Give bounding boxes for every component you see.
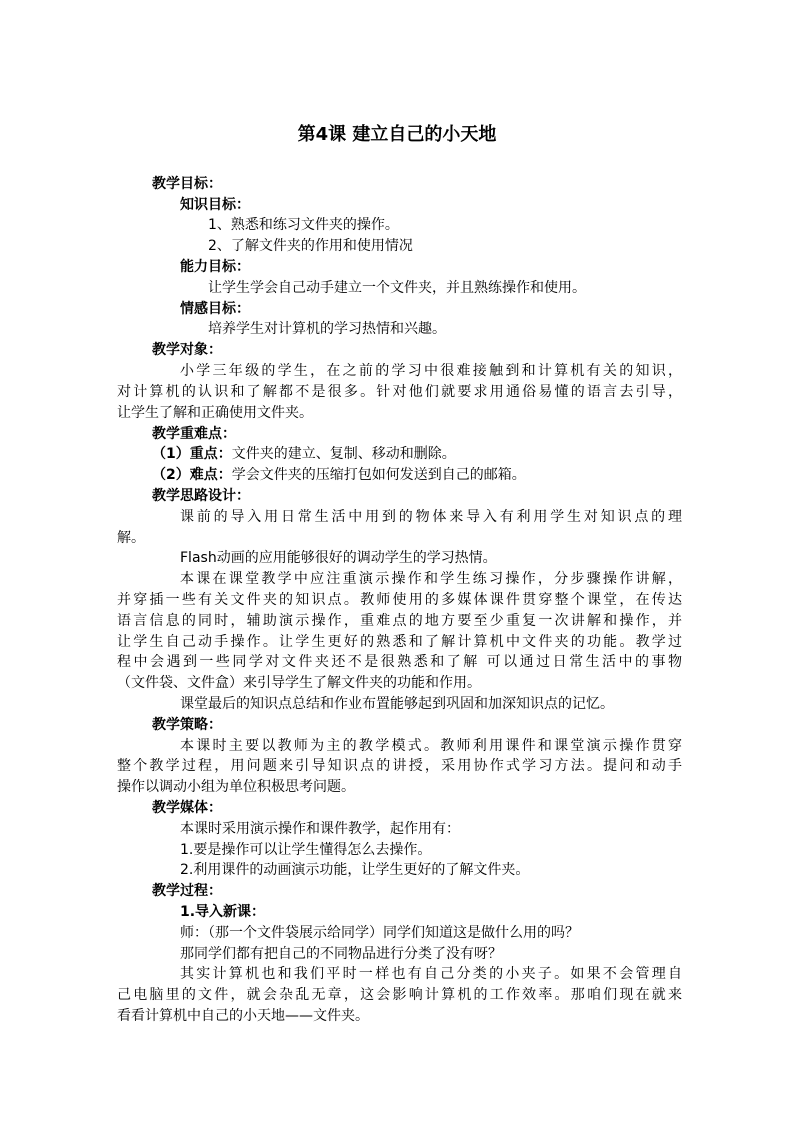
goals-heading: 教学目标： [152, 176, 222, 192]
emotion-goal-heading: 情感目标： [180, 301, 250, 317]
strategy-line-2: 整个教学过程，用问题来引导知识点的讲授，采用协作式学习方法。提问和动手 [117, 758, 682, 774]
design-line-10: 课堂最后的知识点总结和作业布置能够起到巩固和加深知识点的记忆。 [180, 696, 614, 712]
audience-heading: 教学对象： [152, 342, 222, 358]
media-heading: 教学媒体： [152, 800, 222, 816]
process-line-4: 己电脑里的文件，就会杂乱无章，这会影响计算机的工作效率。那咱们现在就来 [117, 987, 682, 1003]
process-line-3: 其实计算机也和我们平时一样也有自己分类的小夹子。如果不会管理自 [180, 966, 682, 982]
design-line-3: Flash动画的应用能够很好的调动学生的学习热情。 [180, 550, 497, 566]
process-line-5: 看看计算机中自己的小天地——文件夹。 [117, 1008, 369, 1024]
keypoint-key [152, 444, 456, 464]
keypoints-heading: 教学重难点： [152, 426, 236, 442]
keypoint-hard [152, 465, 526, 485]
process-line-1: 师：（那一个文件袋展示给同学）同学们知道这是做什么用的吗？ [180, 925, 579, 941]
ability-goal-text: 让学生学会自己动手建立一个文件夹，并且熟练操作和使用。 [208, 280, 586, 296]
emotion-goal-text: 培养学生对计算机的学习热情和兴趣。 [208, 321, 446, 337]
design-line-1: 课前的导入用日常生活中用到的物体来导入有利用学生对知识点的理 [180, 509, 682, 525]
media-line-2: 1.要是操作可以让学生懂得怎么去操作。 [180, 842, 432, 858]
strategy-line-3: 操作以调动小组为单位积极思考问题。 [117, 779, 355, 795]
keypoint-hard-text: 学会文件夹的压缩打包如何发送到自己的邮箱。 [231, 467, 526, 483]
process-line-2: 那同学们都有把自己的不同物品进行分类了没有呀？ [180, 946, 502, 962]
lesson-title: 第4课 建立自己的小天地 [297, 124, 497, 145]
media-line-3: 2.利用课件的动画演示功能，让学生更好的了解文件夹。 [180, 862, 530, 878]
audience-line-2: 对计算机的认识和了解都不是很多。针对他们就要求用通俗易懂的语言去引导， [117, 384, 682, 400]
audience-line-3: 让学生了解和正确使用文件夹。 [117, 405, 313, 421]
strategy-line-1: 本课时主要以教师为主的教学模式。教师利用课件和课堂演示操作贯穿 [180, 738, 682, 754]
design-line-4: 本课在课堂教学中应注重演示操作和学生练习操作，分步骤操作讲解， [180, 571, 682, 587]
audience-line-1: 小学三年级的学生，在之前的学习中很难接触到和计算机有关的知识， [180, 363, 682, 379]
ability-goal-heading: 能力目标： [180, 259, 250, 275]
knowledge-goal-heading: 知识目标： [180, 197, 250, 213]
knowledge-goal-item-2: 2、了解文件夹的作用和使用情况 [208, 238, 413, 254]
design-line-9: （文件袋、文件盒）来引导学生了解文件夹的功能和作用。 [117, 675, 481, 691]
keypoint-hard-label: （2）难点： [152, 467, 232, 483]
design-heading: 教学思路设计： [152, 488, 250, 504]
design-line-8: 程中会遇到一些同学对文件夹还不是很熟悉和了解 可以通过日常生活中的事物 [117, 654, 682, 670]
design-line-5: 并穿插一些有关文件夹的知识点。教师使用的多媒体课件贯穿整个课堂，在传达 [117, 592, 682, 608]
design-line-2: 解。 [117, 530, 145, 546]
process-heading: 教学过程： [152, 883, 222, 899]
keypoint-key-label: （1）重点： [152, 446, 232, 462]
design-line-6: 语言信息的同时，辅助演示操作，重难点的地方要至少重复一次讲解和操作，并 [117, 613, 682, 629]
media-line-1: 本课时采用演示操作和课件教学，起作用有： [180, 821, 460, 837]
knowledge-goal-item-1: 1、熟悉和练习文件夹的操作。 [208, 217, 399, 233]
design-line-7: 让学生自己动手操作。让学生更好的熟悉和了解计算机中文件夹的功能。教学过 [117, 634, 682, 650]
keypoint-key-text: 文件夹的建立、复制、移动和删除。 [231, 446, 456, 462]
strategy-heading: 教学策略： [152, 717, 222, 733]
process-sub-heading: 1.导入新课： [180, 904, 266, 920]
